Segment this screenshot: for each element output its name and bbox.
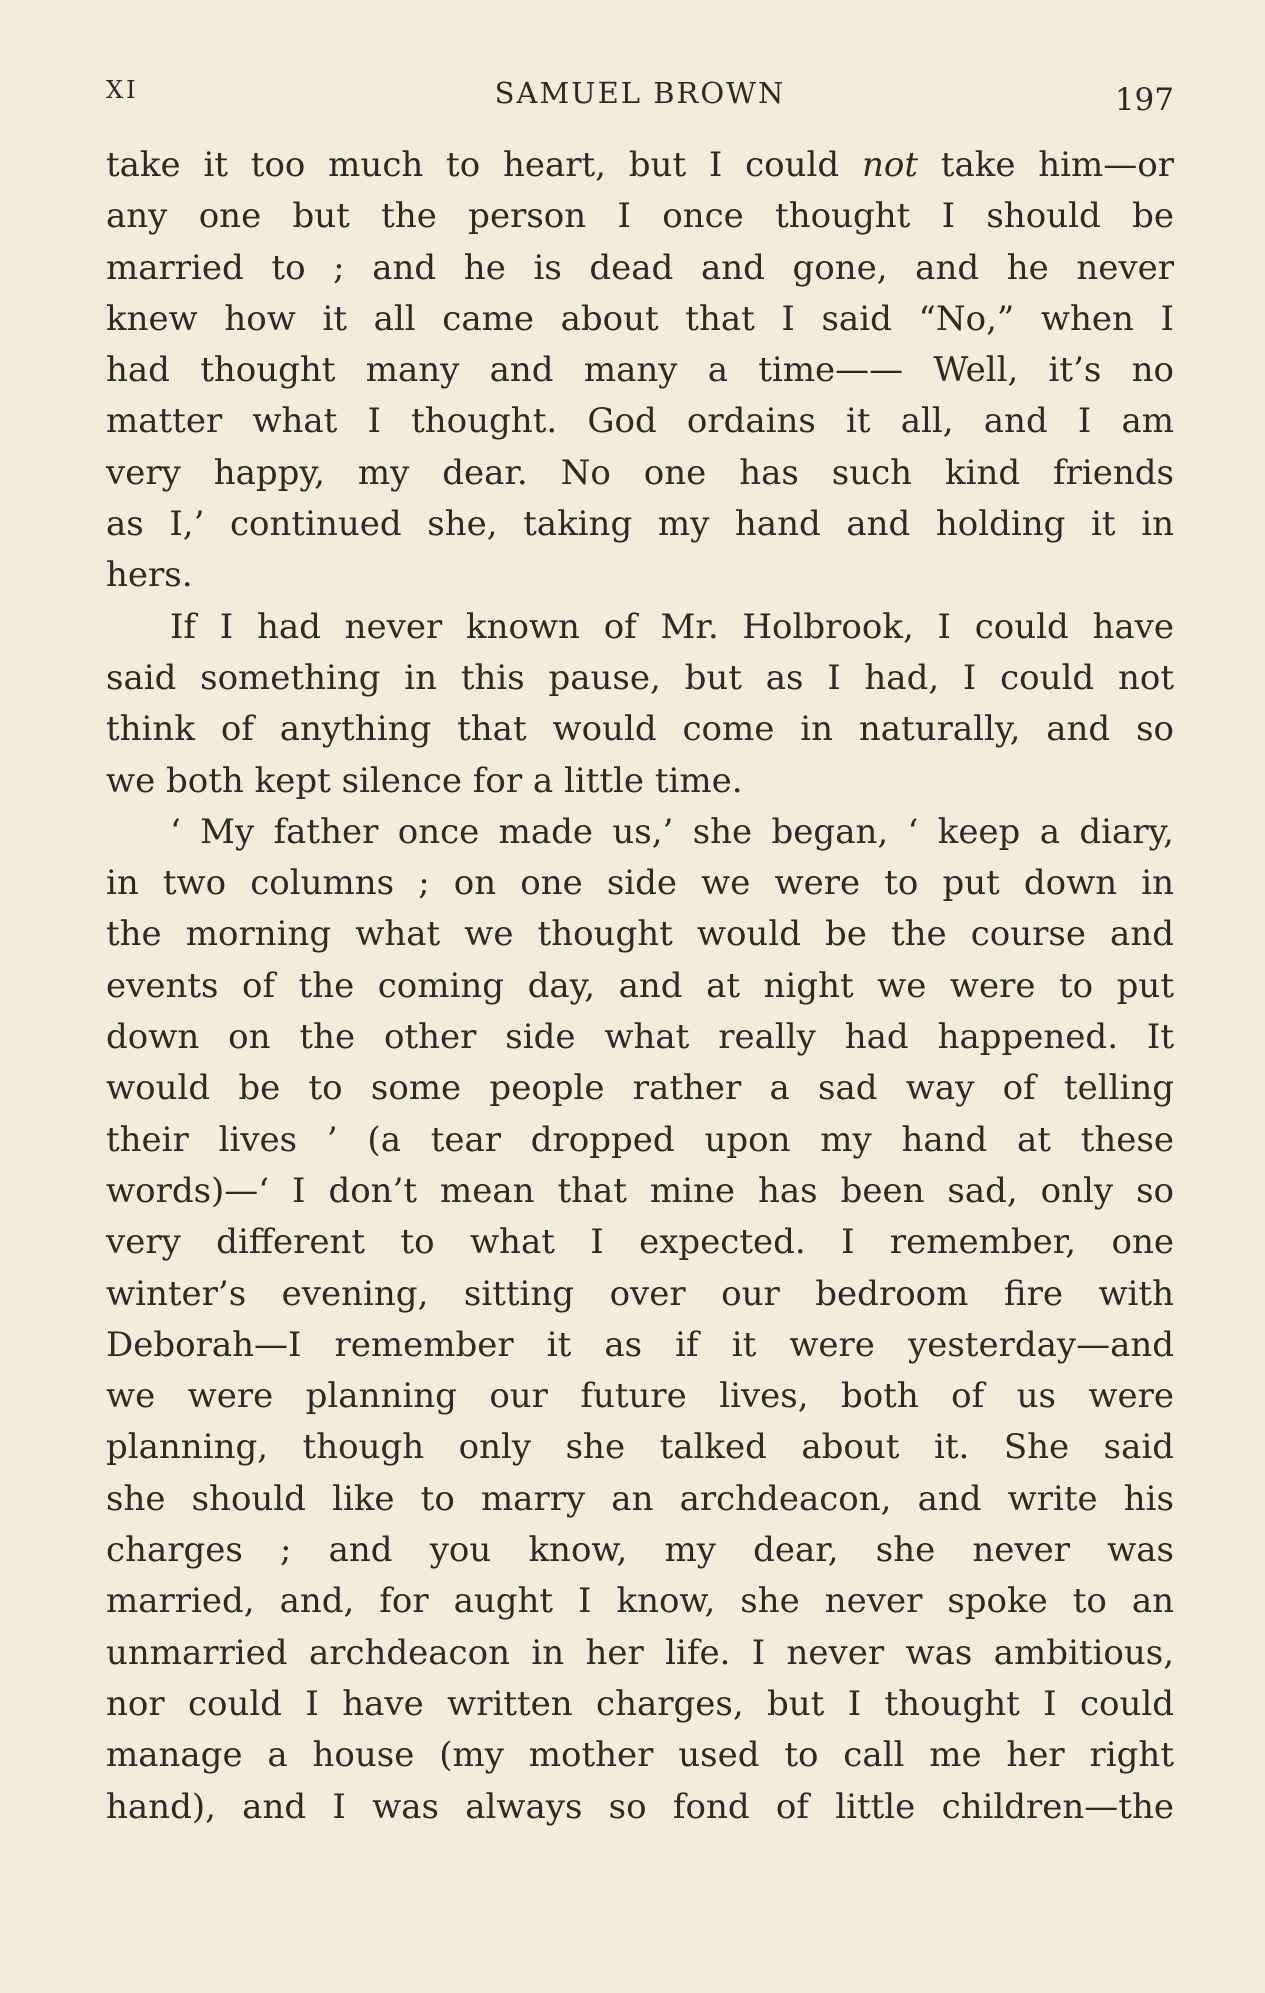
paragraph-start-line: ‘ My father once made us,’ she began, ‘ keep a diary, [170,811,1174,852]
text-line: we both kept silence for a little time. [106,760,743,801]
text-line: would be to some people rather a sad way of telling [106,1068,1174,1109]
text-line: married to ; and he is dead and gone, and he never [106,247,1174,288]
body-text [106,140,1174,1833]
text-line: had thought many and many a time—— Well, it’s no [106,350,1174,391]
text-line: take it too much to heart, but I could not take him—or [106,145,1174,185]
paragraph-start-line: If I had never known of Mr. Holbrook, I could have [170,606,1174,647]
text-line: matter what I thought. God ordains it all, and I am [106,401,1174,442]
text-line: we were planning our future lives, both of us were [106,1376,1174,1417]
emphasis: not [861,145,919,185]
text-line: any one but the person I once thought I should be [106,196,1174,237]
text-line: their lives ’ (a tear dropped upon my hand at these [106,1119,1174,1160]
text-line: as I,’ continued she, taking my hand and holding it in [106,504,1174,545]
text-line: knew how it all came about that I said “No,” when I [106,298,1174,339]
text-line: events of the coming day, and at night we were to put [106,965,1174,1006]
text-line: very happy, my dear. No one has such kind friends [106,452,1174,493]
text-line: words)—‘ I don’t mean that mine has been sad, only so [106,1170,1174,1211]
text-line: planning, though only she talked about it. She said [106,1427,1174,1468]
text-line: Deborah—I remember it as if it were yesterday—and [106,1324,1174,1365]
text-line: married, and, for aught I know, she never spoke to an [106,1581,1174,1622]
page-number: 197 [1114,82,1174,118]
text-line: hand), and I was always so fond of little children—the [106,1786,1174,1827]
text-line: nor could I have written charges, but I thought I could [106,1683,1174,1724]
text-line: said something in this pause, but as I had, I could not [106,657,1174,698]
text-line: in two columns ; on one side we were to put down in [106,863,1174,904]
text-line: winter’s evening, sitting over our bedroom fire with [106,1273,1174,1314]
running-title: SAMUEL BROWN [494,76,786,110]
text-line: charges ; and you know, my dear, she never was [106,1530,1174,1571]
running-head [106,72,1174,116]
text-line: down on the other side what really had happened. It [106,1017,1174,1058]
text-line: manage a house (my mother used to call me her right [106,1735,1174,1776]
text-line: the morning what we thought would be the course and [106,914,1174,955]
text-line: think of anything that would come in naturally, and so [106,709,1174,750]
text-line: unmarried archdeacon in her life. I never was ambitious, [106,1632,1174,1673]
text-line: hers. [106,555,193,596]
chapter-number: XI [106,76,139,104]
text-line: very different to what I expected. I remember, one [106,1222,1174,1263]
text-line: she should like to marry an archdeacon, and write his [106,1478,1174,1519]
